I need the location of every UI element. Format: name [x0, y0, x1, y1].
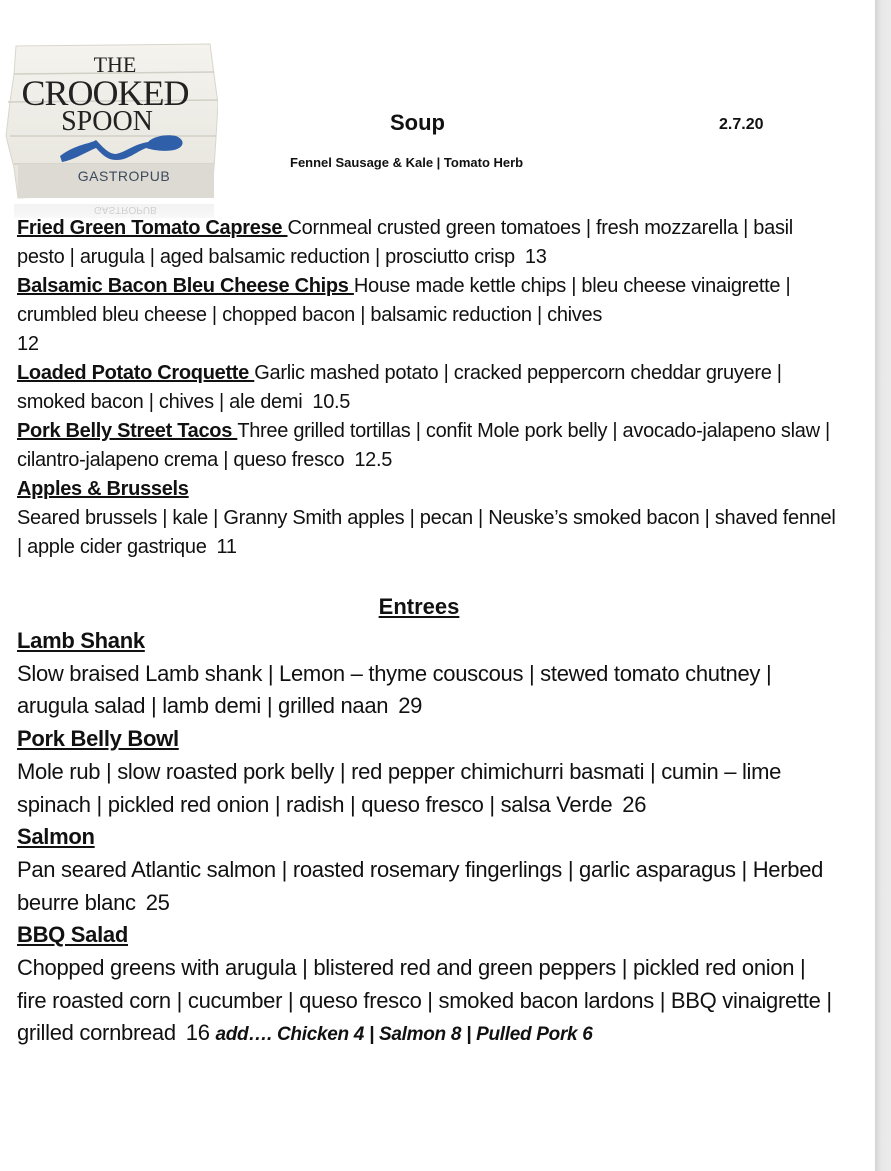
menu-item	[17, 359, 837, 417]
item-price: 13	[524, 246, 547, 268]
item-name: Fried Green Tomato Caprese	[17, 217, 288, 239]
appetizers-list	[17, 214, 837, 562]
item-price: 10.5	[312, 391, 351, 413]
entrees-heading: Entrees	[378, 594, 460, 619]
logo-line-spoon: SPOON	[61, 106, 153, 137]
item-description: Mole rub | slow roasted pork belly | red pepper chimichurri basmati | cumin – lime spinach | pickled red onion | radish | queso fresco | salsa Verde	[17, 758, 782, 817]
item-name: Balsamic Bacon Bleu Cheese Chips	[17, 275, 354, 297]
soup-items: Fennel Sausage & Kale | Tomato Herb	[290, 155, 524, 170]
item-description: Chopped greens with arugula | blistered red and green peppers | pickled red onion | fire roasted corn | cucumber | queso fresco | smoked bacon lardons | BBQ vinaigrette | grilled cornbread	[17, 955, 832, 1046]
item-name: Lamb Shank	[17, 628, 145, 653]
restaurant-logo	[4, 40, 218, 200]
menu-item	[17, 919, 837, 1052]
item-price: 12.5	[354, 449, 393, 471]
soup-heading: Soup	[390, 110, 445, 135]
logo-line-crooked: CROOKED	[21, 73, 189, 113]
item-name: BBQ Salad	[17, 922, 128, 948]
menu-item	[17, 475, 837, 562]
item-name: Salmon	[17, 824, 95, 850]
menu-date: 2.7.20	[719, 116, 764, 133]
logo-line-the: THE	[93, 52, 137, 77]
item-price: 12	[17, 333, 39, 355]
page-edge-scrollbar	[875, 0, 891, 1171]
item-description: Garlic mashed potato | cracked peppercorn cheddar gruyere | smoked bacon | chives | ale demi	[17, 362, 782, 413]
item-description: Seared brussels | kale | Granny Smith apples | pecan | Neuske’s smoked bacon | shaved fennel | apple cider gastrique	[17, 507, 836, 558]
menu-item	[17, 625, 837, 723]
item-price: 25	[145, 889, 170, 915]
menu-item	[17, 723, 837, 821]
menu-item	[17, 821, 837, 919]
item-price: 26	[622, 791, 647, 817]
item-price: 11	[216, 536, 237, 558]
item-description: House made kettle chips | bleu cheese vinaigrette | crumbled bleu cheese | chopped bacon | balsamic reduction | chives	[17, 275, 791, 326]
menu-item	[17, 214, 837, 272]
menu-item	[17, 272, 837, 359]
item-description: Pan seared Atlantic salmon | roasted rosemary fingerlings | garlic asparagus | Herbed beurre blanc	[17, 856, 824, 915]
entrees-list	[17, 625, 837, 1052]
item-addons: add…. Chicken 4 | Salmon 8 | Pulled Pork 6	[215, 1024, 593, 1046]
item-price: 16	[185, 1020, 210, 1046]
item-description: Cornmeal crusted green tomatoes | fresh mozzarella | basil pesto | arugula | aged balsamic reduction | prosciutto crisp	[17, 217, 793, 268]
menu-item	[17, 417, 837, 475]
item-description: Three grilled tortillas | confit Mole pork belly | avocado-jalapeno slaw | cilantro-jalapeno crema | queso fresco	[17, 420, 830, 471]
item-description: Slow braised Lamb shank | Lemon – thyme couscous | stewed tomato chutney | arugula salad | lamb demi | grilled naan	[17, 660, 772, 719]
item-price: 29	[398, 693, 423, 719]
item-name: Pork Belly Street Tacos	[17, 420, 238, 442]
item-name: Pork Belly Bowl	[17, 726, 179, 752]
item-name: Apples & Brussels	[17, 478, 189, 500]
item-name: Loaded Potato Croquette	[17, 362, 255, 384]
logo-reflection-text: GASTROPUB	[94, 204, 157, 215]
logo-tagline: GASTROPUB	[77, 168, 171, 184]
